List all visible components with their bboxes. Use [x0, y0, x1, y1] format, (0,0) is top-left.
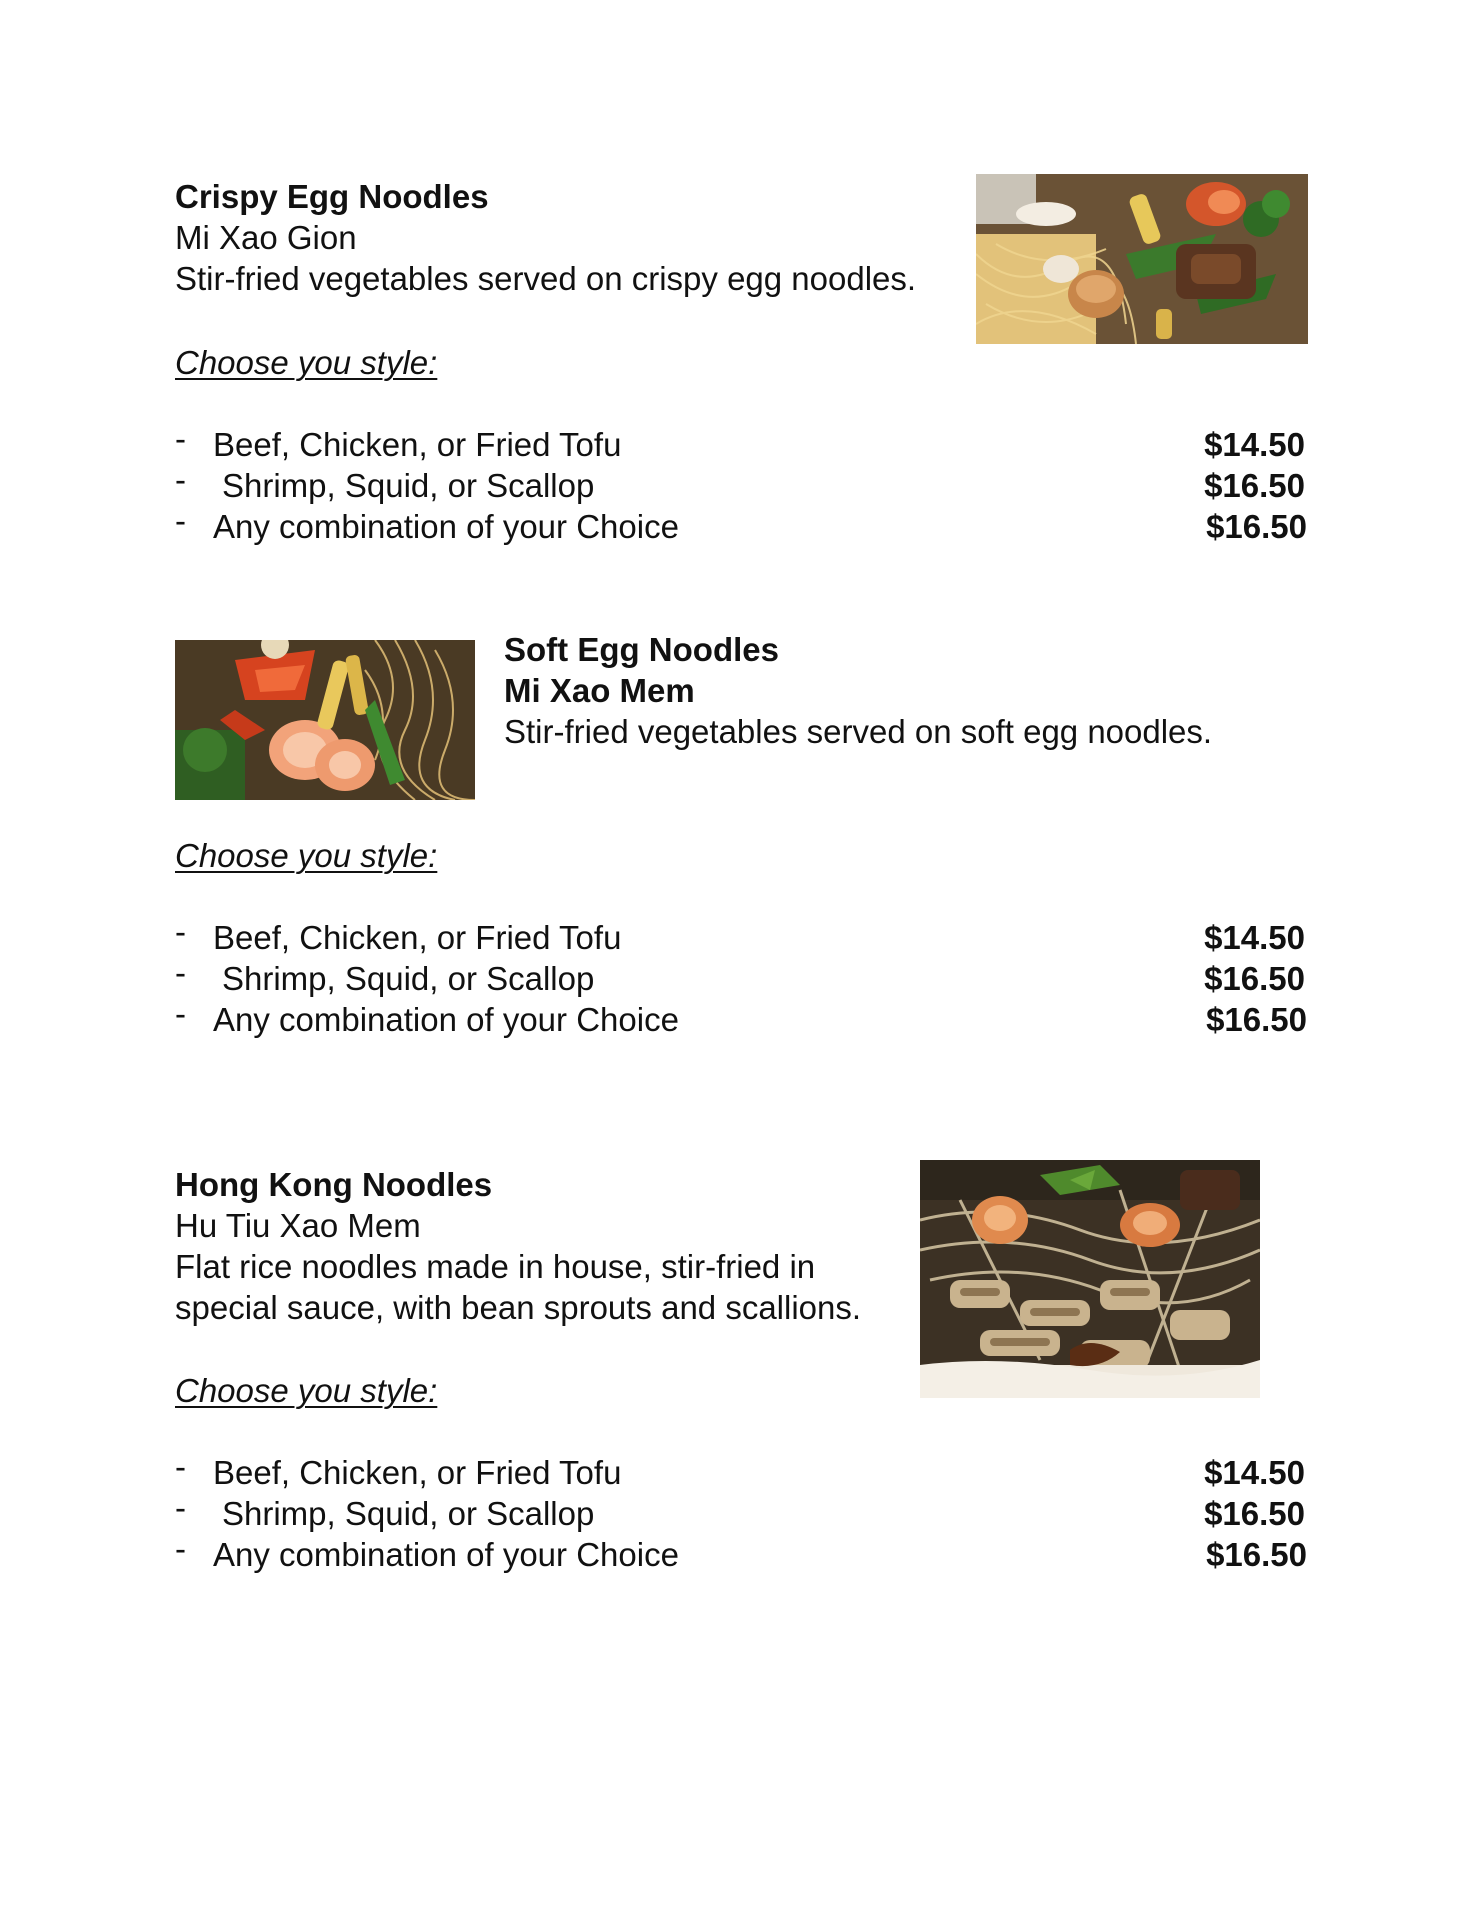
price-option [175, 1448, 1305, 1493]
price-option [175, 913, 1305, 958]
price-option [175, 1530, 1307, 1575]
bullet-dash: - [175, 420, 186, 457]
option-label: Shrimp, Squid, or Scallop [222, 1495, 595, 1532]
option-price: $14.50 [1204, 426, 1305, 463]
option-label: Beef, Chicken, or Fried Tofu [213, 919, 622, 956]
option-label: Beef, Chicken, or Fried Tofu [213, 1454, 622, 1491]
dish-title: Hong Kong Noodles [175, 1166, 493, 1203]
price-option [175, 502, 1307, 547]
choose-style-label: Choose you style: [175, 1372, 438, 1409]
option-price: $16.50 [1204, 960, 1305, 997]
dish-description: Stir-fried vegetables served on soft egg noodles. [504, 713, 1213, 750]
price-option [175, 954, 1305, 999]
bullet-dash: - [175, 1489, 186, 1526]
dish-subtitle: Mi Xao Gion [175, 219, 357, 256]
option-label: Any combination of your Choice [213, 508, 679, 545]
dish-description-line-1: Flat rice noodles made in house, stir-fried in [175, 1248, 816, 1285]
option-label: Shrimp, Squid, or Scallop [222, 467, 595, 504]
dish-description: Stir-fried vegetables served on crispy egg noodles. [175, 260, 917, 297]
option-price: $14.50 [1204, 919, 1305, 956]
dish-description-line-2: special sauce, with bean sprouts and scallions. [175, 1289, 862, 1326]
bullet-dash: - [175, 461, 186, 498]
option-label: Any combination of your Choice [213, 1001, 679, 1038]
option-label: Any combination of your Choice [213, 1536, 679, 1573]
bullet-dash: - [175, 1448, 186, 1485]
option-price: $14.50 [1204, 1454, 1305, 1491]
price-option [175, 461, 1305, 506]
soft-noodles-photo [175, 640, 475, 800]
option-price: $16.50 [1204, 1495, 1305, 1532]
price-option [175, 420, 1305, 465]
option-price: $16.50 [1206, 1001, 1307, 1038]
hong-kong-noodles-photo [920, 1160, 1260, 1398]
bullet-dash: - [175, 913, 186, 950]
price-option [175, 995, 1307, 1040]
dish-title: Soft Egg Noodles [504, 631, 779, 668]
bullet-dash: - [175, 954, 186, 991]
dish-title: Crispy Egg Noodles [175, 178, 489, 215]
dish-subtitle: Hu Tiu Xao Mem [175, 1207, 421, 1244]
choose-style-label: Choose you style: [175, 837, 438, 874]
option-price: $16.50 [1206, 1536, 1307, 1573]
option-label: Shrimp, Squid, or Scallop [222, 960, 595, 997]
bullet-dash: - [175, 1530, 186, 1567]
option-price: $16.50 [1204, 467, 1305, 504]
crispy-noodles-photo [976, 174, 1308, 344]
price-option [175, 1489, 1305, 1534]
dish-subtitle: Mi Xao Mem [504, 672, 695, 709]
option-price: $16.50 [1206, 508, 1307, 545]
choose-style-label: Choose you style: [175, 344, 438, 381]
bullet-dash: - [175, 995, 186, 1032]
option-label: Beef, Chicken, or Fried Tofu [213, 426, 622, 463]
bullet-dash: - [175, 502, 186, 539]
